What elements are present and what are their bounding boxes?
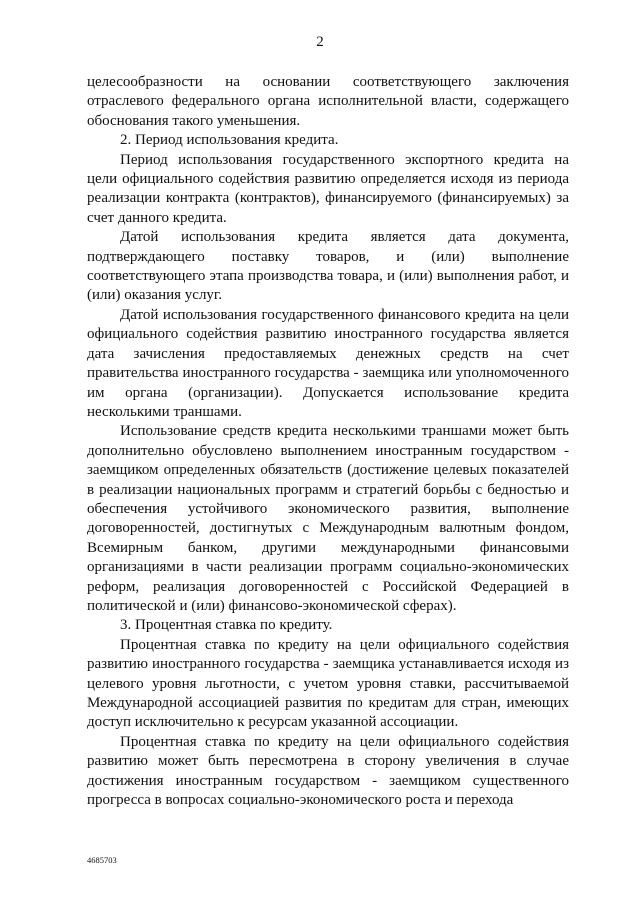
- paragraph-interest-rate: Процентная ставка по кредиту на цели официального содействия развитию иностранного государства - заемщика устанавливается исходя из целевого уровня льготности, с учетом уровня ставки, рассчитываемой Международной ассоциацией развития по кредитам для стран, имеющих доступ исключительно к ресурсам указанной ассоциации.: [87, 636, 569, 731]
- section-heading-interest-rate: 3. Процентная ставка по кредиту.: [120, 617, 333, 634]
- document-id: 4685703: [87, 855, 117, 865]
- paragraph-financial-credit-date: Датой использования государственного финансового кредита на цели официального содействия развитию иностранного государства является дата зачисления предоставляемых денежных средств на счет правительства иностранного государства - заемщика или уполномоченного им органа (организации). Допускается использование кредита несколькими траншами.: [87, 306, 569, 420]
- document-body: [87, 73, 569, 810]
- paragraph-tranches: Использование средств кредита несколькими траншами может быть дополнительно обусловлено выполнением иностранным государством - заемщиком определенных обязательств (достижение целевых показателей в реализации национальных программ и стратегий борьбы с бедностью и обеспечения устойчивого экономического развития, выполнение договоренностей, достигнутых с Международным валютным фондом, Всемирным банком, другими международными финансовыми организациями в части реализации программ социально-экономических реформ, реализация договоренностей с Российской Федерацией в политической и (или) финансово-экономической сферах).: [87, 423, 569, 614]
- page-number: 2: [316, 34, 324, 50]
- paragraph-date-of-use: Датой использования кредита является дата документа, подтверждающего поставку товаров, и (или) выполнение соответствующего этапа производства товара, и (или) выполнения работ, и (или) оказания услуг.: [87, 229, 569, 304]
- paragraph-rate-revision: Процентная ставка по кредиту на цели официального содействия развитию может быть пересмотрена в сторону увеличения в случае достижения иностранным государством - заемщиком существенного прогресса в вопросах социально-экономического роста и перехода: [87, 733, 569, 809]
- paragraph-continuation: целесообразности на основании соответствующего заключения отраслевого федерального органа исполнительной власти, содержащего обоснования такого уменьшения.: [87, 74, 569, 129]
- section-heading-credit-period: 2. Период использования кредита.: [120, 132, 339, 149]
- paragraph-export-credit-period: Период использования государственного экспортного кредита на цели официального содействия развитию определяется исходя из периода реализации контракта (контрактов), финансируемого (финансируемых) за счет данного кредита.: [87, 151, 569, 226]
